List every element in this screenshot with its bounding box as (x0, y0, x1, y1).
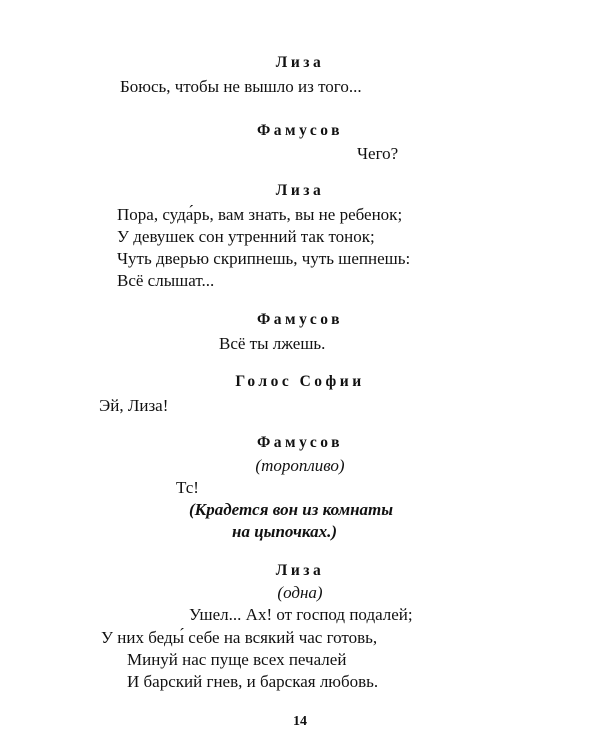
speaker-name: Фамусов (256, 122, 343, 139)
speaker-name: Голос Софии (235, 373, 365, 390)
verse-line: Эй, Лиза! (99, 396, 169, 415)
stage-direction: на цыпочках.) (232, 522, 337, 541)
stage-direction: (торопливо) (255, 456, 345, 475)
verse-line: Тс! (176, 478, 199, 497)
speaker-name: Фамусов (256, 311, 343, 328)
verse-line: Пора, суда́рь, вам знать, вы не ребенок; (117, 205, 403, 224)
speaker-name: Лиза (275, 182, 325, 199)
stage-direction: (Крадется вон из комнаты (189, 500, 394, 519)
verse-line: И барский гнев, и барская любовь. (127, 672, 379, 691)
verse-line: Чуть дверью скрипнешь, чуть шепнешь: (117, 249, 411, 268)
verse-line: Минуй нас пуще всех печалей (127, 650, 347, 669)
verse-line: У них беды́ себе на всякий час готовь, (101, 628, 378, 647)
verse-line: Всё ты лжешь. (219, 334, 326, 353)
verse-line: Чего? (357, 144, 399, 163)
speaker-name: Лиза (275, 562, 325, 579)
page-number: 14 (293, 714, 307, 729)
verse-line: Всё слышат... (117, 271, 215, 290)
verse-line: Ушел... Ах! от господ подалей; (189, 605, 413, 624)
stage-direction: (одна) (277, 583, 323, 602)
verse-line: Боюсь, чтобы не вышло из того... (120, 77, 362, 96)
verse-line: У девушек сон утренний так тонок; (117, 227, 375, 246)
speaker-name: Лиза (275, 54, 325, 71)
speaker-name: Фамусов (256, 434, 343, 451)
